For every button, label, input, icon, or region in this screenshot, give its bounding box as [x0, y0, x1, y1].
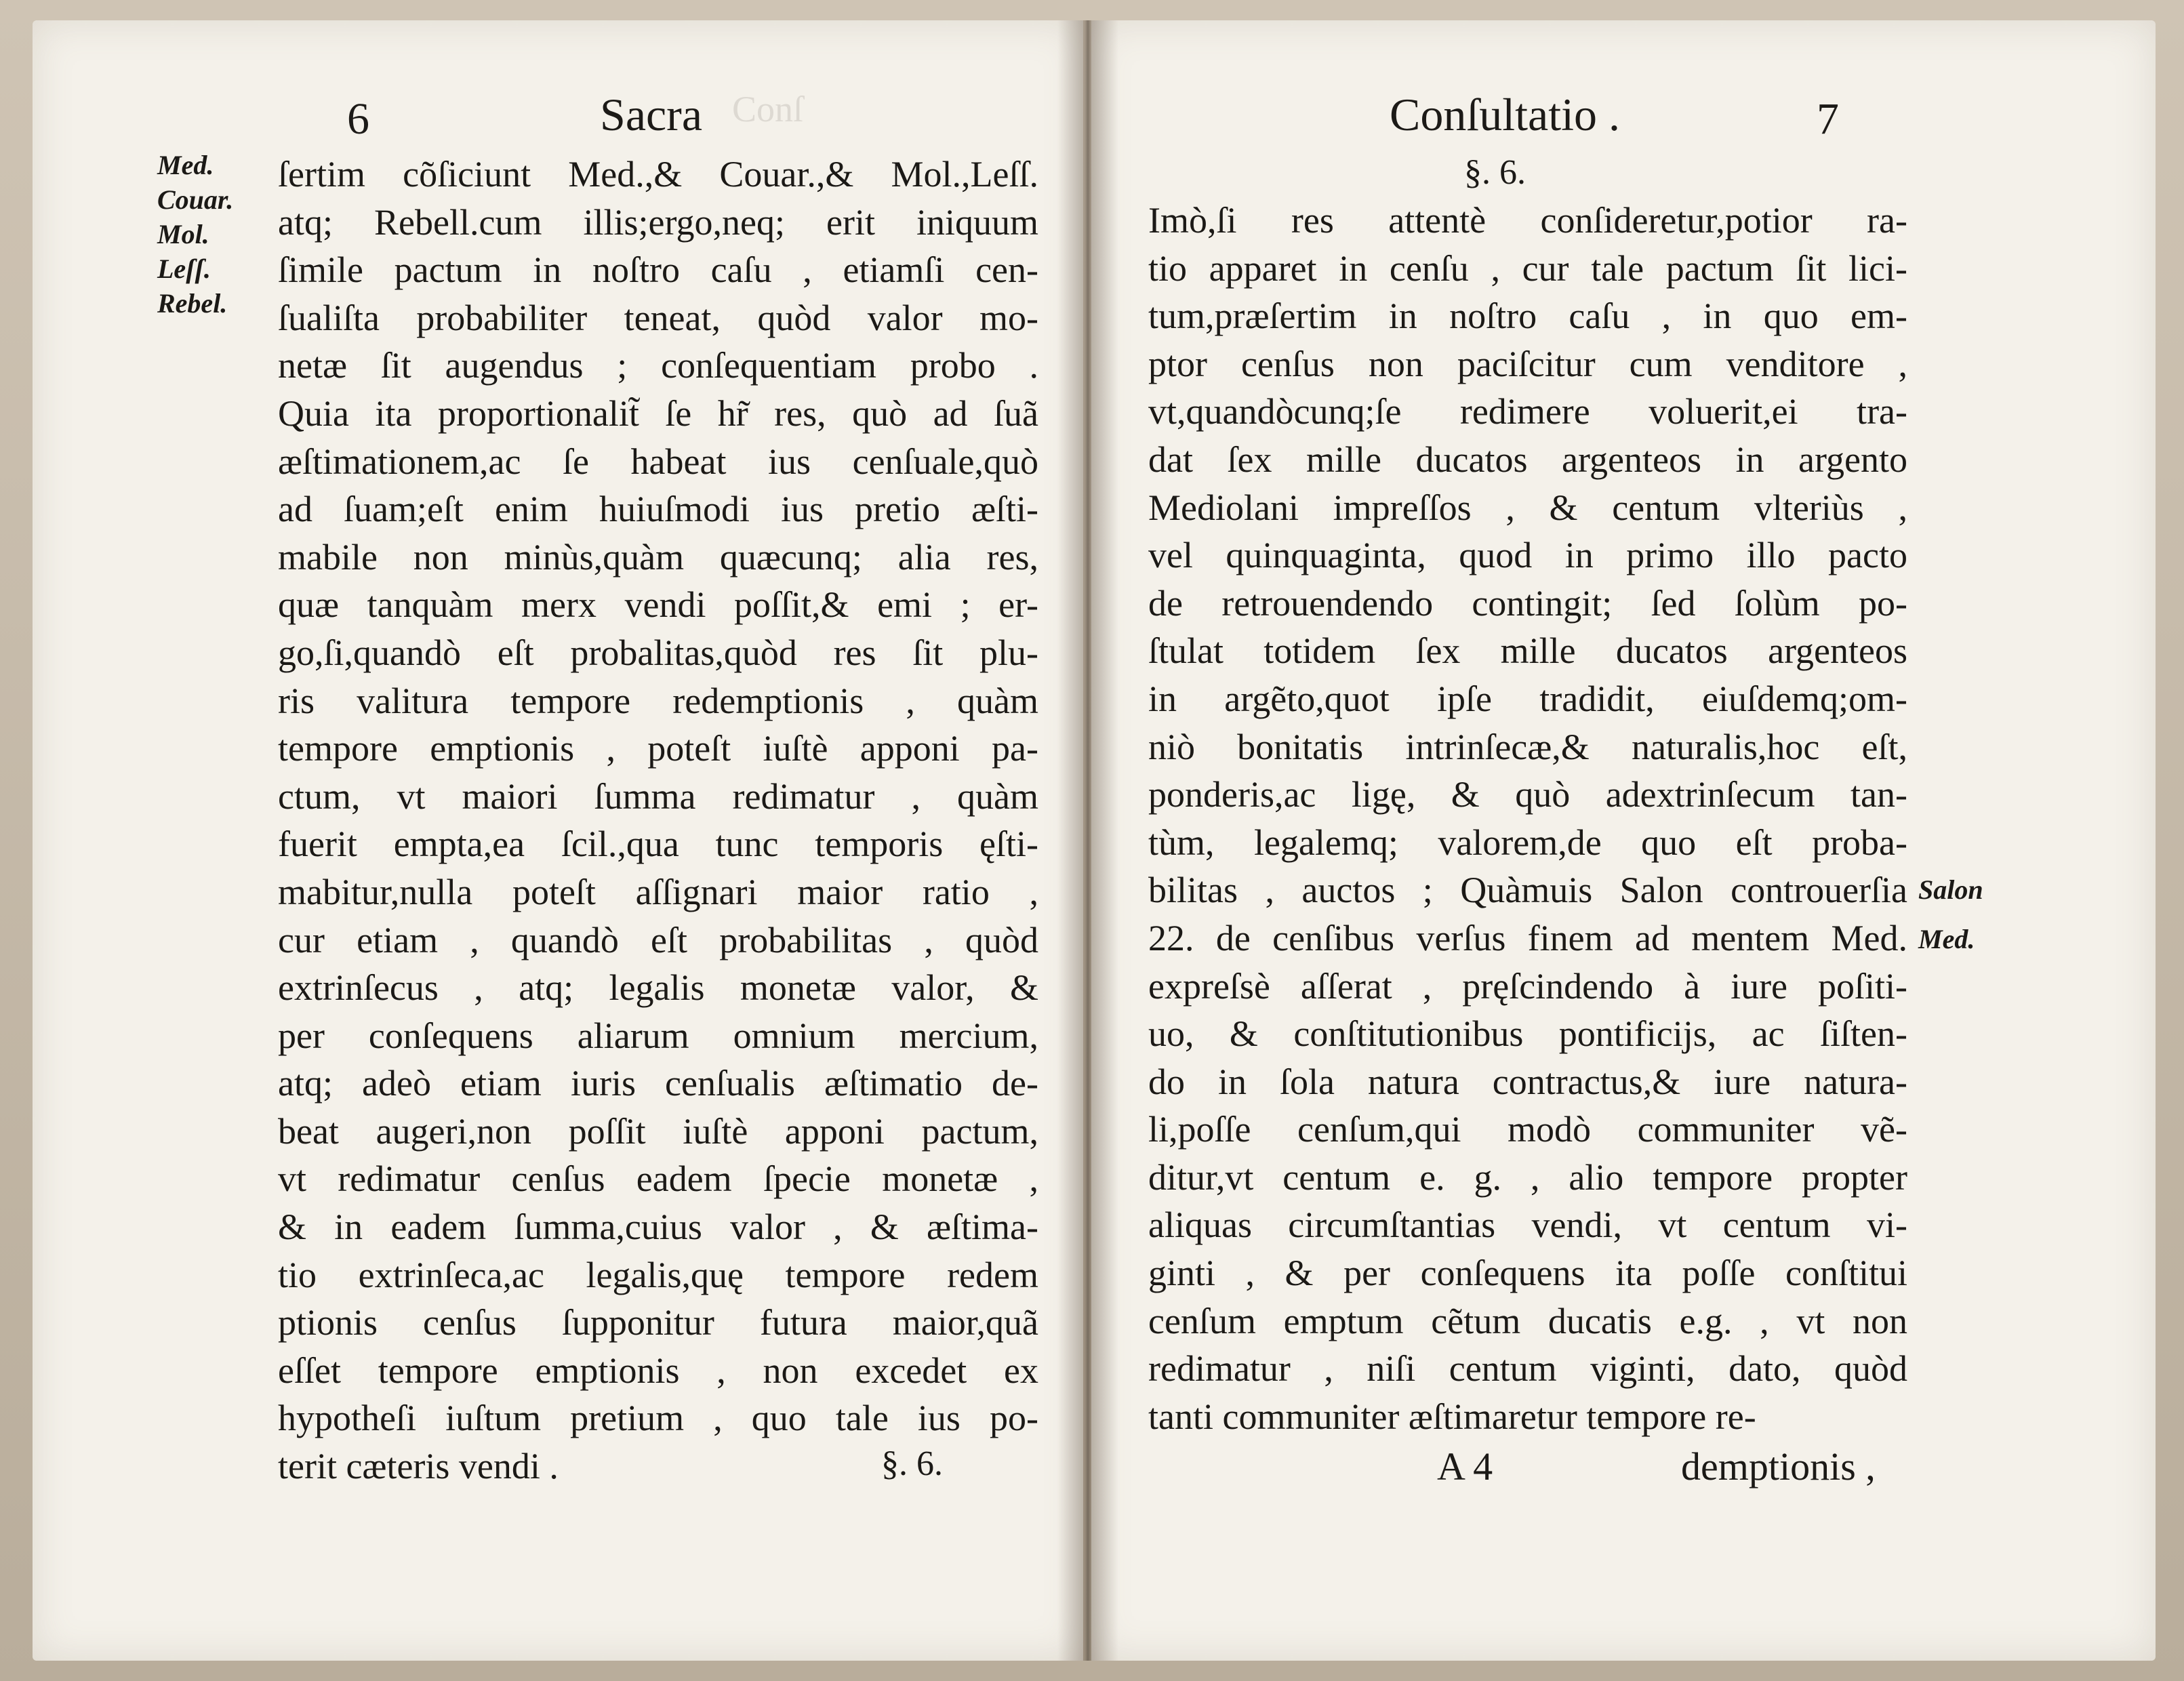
text-line: tanti communiter æſtimaretur tempore re- — [1148, 1396, 1756, 1437]
right-page-number: 7 — [1817, 94, 1839, 144]
text-line: tio extrinſeca,ac legalis,quę tempore redem — [278, 1254, 1038, 1295]
text-line: quæ tanquàm merx vendi poſſit,& emi ; er- — [278, 584, 1038, 626]
catchword: demptionis , — [1681, 1444, 1876, 1488]
margin-note: Salon — [1918, 874, 1983, 905]
text-line: atq; adeò etiam iuris cenſualis æſtimatio de- — [278, 1063, 1038, 1104]
text-line: hypotheſi iuſtum pretium , quo tale ius po- — [278, 1398, 1038, 1439]
text-line: cenſum emptum cẽtum ducatis e.g. , vt non — [1148, 1300, 1907, 1341]
text-line: ctum, vt maiori ſumma redimatur , quàm — [278, 775, 1038, 817]
text-line: niò bonitatis intrinſecæ,& naturalis,hoc eſt, — [1148, 726, 1907, 767]
text-line: vel quinquaginta, quod in primo illo pacto — [1148, 535, 1907, 576]
text-line: ptor cenſus non paciſcitur cum venditore , — [1148, 343, 1907, 384]
text-line: 22. de cenſibus verſus finem ad mentem Med. — [1148, 917, 1907, 958]
text-line: dat ſex mille ducatos argenteos in argento — [1148, 439, 1907, 480]
text-line: fuerit empta,ea ſcil.,qua tunc temporis ęſti- — [278, 824, 1038, 865]
margin-note: Couar. — [157, 184, 234, 215]
text-line: vt,quandòcunq;ſe redimere voluerit,ei tra- — [1148, 391, 1907, 432]
text-line: terit cæteris vendi . — [278, 1446, 559, 1487]
text-line: mabitur,nulla poteſt aſſignari maior ratio , — [278, 871, 1038, 912]
text-line: & in eadem ſumma,cuius valor , & æſtima- — [278, 1207, 1038, 1248]
text-line: extrinſecus , atq; legalis monetæ valor, & — [278, 967, 1038, 1009]
text-line: Mediolani impreſſos , & centum vlteriùs , — [1148, 487, 1907, 528]
text-line: de retrouendendo contingit; ſed ſolùm po- — [1148, 582, 1907, 624]
left-page-number: 6 — [347, 94, 369, 144]
text-line: ſimile pactum in noſtro caſu , etiamſi cen- — [278, 249, 1038, 291]
text-line: atq; Rebell.cum illis;ergo,neq; erit iniquum — [278, 201, 1038, 243]
right-margin-notes — [1918, 872, 1983, 956]
text-line: ad ſuam;eſt enim huiuſmodi ius pretio æſti- — [278, 489, 1038, 530]
signature-mark: A 4 — [1437, 1444, 1493, 1488]
margin-note: Med. — [1918, 924, 1975, 954]
gutter-shadow — [1057, 20, 1118, 1661]
text-line: tio apparet in cenſu , cur tale pactum ſit lici- — [1148, 247, 1907, 289]
text-line: aliquas circumſtantias vendi, vt centum vi- — [1148, 1204, 1907, 1246]
right-body-text — [1148, 197, 1907, 1440]
text-line: uo, & conſtitutionibus pontificijs, ac ſiſten- — [1148, 1013, 1907, 1055]
left-running-head: Sacra — [600, 89, 703, 140]
text-line: in argẽto,quot ipſe tradidit, eiuſdemq;om- — [1148, 678, 1907, 719]
text-line: tum,præſertim in noſtro caſu , in quo em- — [1148, 296, 1907, 337]
right-running-head: Conſultatio . — [1390, 89, 1620, 140]
text-line: Imò,ſi res attentè conſideretur,potior ra- — [1148, 200, 1907, 241]
text-line: cur etiam , quandò eſt probabilitas , quòd — [278, 919, 1038, 960]
text-line: ditur,vt centum e. g. , alio tempore propter — [1148, 1156, 1907, 1198]
right-section-heading: §. 6. — [1464, 153, 1526, 192]
text-line: li,poſſe cenſum,qui modò communiter vẽ- — [1148, 1109, 1907, 1150]
text-line: per conſequens aliarum omnium mercium, — [278, 1015, 1038, 1056]
text-line: ris valitura tempore redemptionis , quàm — [278, 680, 1038, 721]
left-body-text — [278, 150, 1038, 1491]
text-line: eſſet tempore emptionis , non excedet ex — [278, 1350, 1038, 1391]
text-line: tùm, legalemq; valorem,de quo eſt proba- — [1148, 822, 1907, 863]
margin-note: Rebel. — [157, 288, 228, 319]
text-line: mabile non minùs,quàm quæcunq; alia res, — [278, 536, 1038, 578]
text-line: ptionis cenſus ſupponitur futura maior,quã — [278, 1302, 1038, 1343]
text-line: redimatur , niſi centum viginti, dato, quòd — [1148, 1348, 1907, 1390]
text-line: ſtulat totidem ſex mille ducatos argenteos — [1148, 630, 1907, 672]
text-line: ponderis,ac ligę, & quò adextrinſecum tan- — [1148, 774, 1907, 815]
text-line: go,ſi,quandò eſt probalitas,quòd res ſit plu- — [278, 632, 1038, 673]
show-through-text: Conſ — [732, 89, 804, 129]
text-line: æſtimationem,ac ſe habeat ius cenſuale,quò — [278, 441, 1038, 482]
text-line: ſertim cõſiciunt Med.,& Couar.,& Mol.,Leſſ. — [278, 154, 1038, 195]
text-line: expreſsè aſſerat , pręſcindendo à iure poſiti- — [1148, 965, 1907, 1007]
text-line: beat augeri,non poſſit iuſtè apponi pactum, — [278, 1110, 1038, 1152]
text-line: tempore emptionis , poteſt iuſtè apponi pa- — [278, 728, 1038, 769]
text-line: bilitas , auctos ; Quàmuis Salon controuerſia — [1148, 870, 1907, 911]
margin-note: Leſſ. — [157, 254, 211, 284]
text-line: vt redimatur cenſus eadem ſpecie monetæ , — [278, 1158, 1038, 1200]
margin-note: Med. — [157, 150, 214, 180]
text-line: do in ſola natura contractus,& iure natura- — [1148, 1061, 1907, 1102]
left-margin-notes — [157, 148, 233, 321]
text-line: ginti , & per conſequens ita poſſe conſtitui — [1148, 1253, 1907, 1294]
text-line: ſualiſta probabiliter teneat, quòd valor mo- — [278, 297, 1038, 338]
left-section-mark: §. 6. — [881, 1444, 943, 1483]
margin-note: Mol. — [157, 219, 209, 249]
text-line: Quia ita proportionalit̃ ſe hr̃ res, quò ad ſuã — [278, 392, 1038, 434]
text-line: netæ ſit augendus ; conſequentiam probo . — [278, 345, 1038, 386]
